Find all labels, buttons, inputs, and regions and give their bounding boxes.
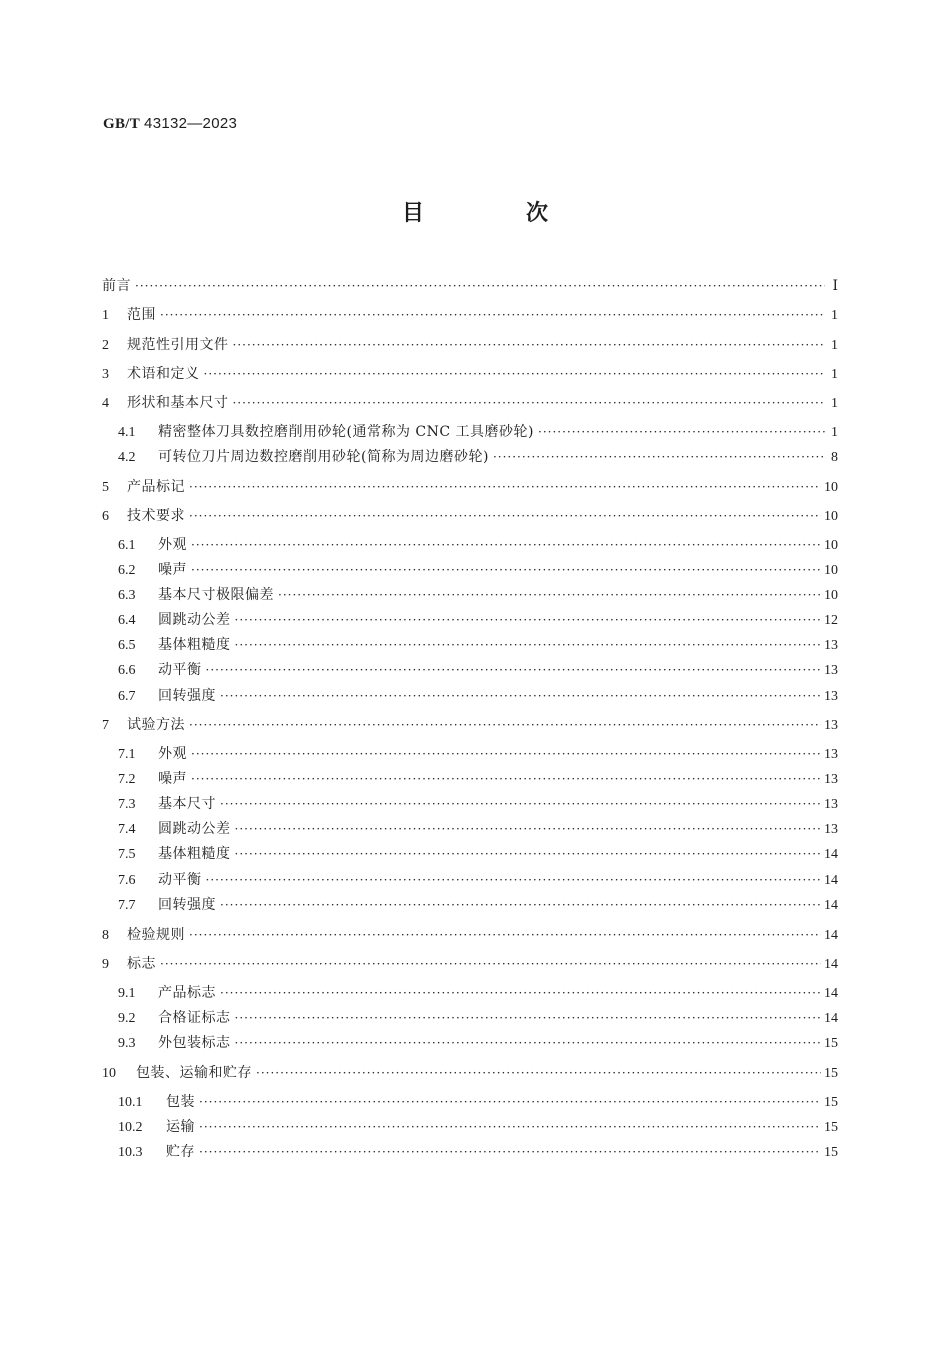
toc-leader-dots bbox=[493, 447, 825, 467]
toc-entry-title: 精密整体刀具数控磨削用砂轮(通常称为 CNC 工具磨砂轮) bbox=[158, 424, 534, 440]
toc-entry bbox=[118, 660, 838, 680]
toc-entry bbox=[118, 686, 838, 706]
page-title: 目 次 bbox=[401, 201, 588, 226]
toc-entry-page: 15 bbox=[824, 1066, 838, 1081]
toc-entry-number: 6.4 bbox=[118, 613, 136, 628]
toc-entry bbox=[118, 794, 838, 814]
toc-entry bbox=[102, 305, 838, 325]
toc-entry bbox=[102, 954, 838, 974]
toc-entry-title: 基体粗糙度 bbox=[158, 846, 231, 862]
toc-entry-page: 13 bbox=[824, 822, 838, 837]
toc-entry bbox=[118, 1008, 838, 1028]
toc-leader-dots bbox=[220, 686, 821, 706]
toc-entry bbox=[118, 610, 838, 630]
toc-leader-dots bbox=[189, 925, 821, 945]
toc-entry-page: 13 bbox=[824, 689, 838, 704]
toc-entry bbox=[118, 819, 838, 839]
toc-entry bbox=[118, 1117, 838, 1137]
toc-entry-title: 噪声 bbox=[158, 562, 187, 578]
toc-entry-number: 5 bbox=[102, 480, 109, 495]
toc-entry-title: 前言 bbox=[102, 278, 131, 294]
toc-entry bbox=[102, 1063, 838, 1083]
toc-entry-page: 13 bbox=[824, 747, 838, 762]
toc-entry-page: 1 bbox=[831, 308, 838, 323]
toc-entry-title: 外包装标志 bbox=[158, 1035, 231, 1051]
toc-leader-dots bbox=[233, 335, 826, 355]
toc-leader-dots bbox=[235, 1008, 822, 1028]
toc-entry bbox=[118, 1033, 838, 1053]
toc-entry bbox=[118, 983, 838, 1003]
toc-entry-number: 10 bbox=[102, 1066, 116, 1081]
toc-entry bbox=[118, 844, 838, 864]
toc-entry-page: 13 bbox=[824, 663, 838, 678]
toc-leader-dots bbox=[191, 560, 821, 580]
toc-entry-page: 15 bbox=[824, 1145, 838, 1160]
toc-entry-title: 贮存 bbox=[166, 1144, 195, 1160]
toc-leader-dots bbox=[199, 1092, 821, 1112]
toc-entry-number: 10.3 bbox=[118, 1145, 143, 1160]
toc-entry-number: 6.2 bbox=[118, 563, 136, 578]
toc-leader-dots bbox=[256, 1063, 821, 1083]
toc-entry bbox=[118, 744, 838, 764]
toc-entry-title: 形状和基本尺寸 bbox=[127, 395, 229, 411]
toc-entry-title: 动平衡 bbox=[158, 872, 202, 888]
toc-entry-page: Ⅰ bbox=[832, 279, 838, 294]
toc-entry bbox=[118, 769, 838, 789]
toc-entry-page: 10 bbox=[824, 538, 838, 553]
toc-entry-number: 10.1 bbox=[118, 1095, 143, 1110]
toc-leader-dots bbox=[160, 954, 821, 974]
toc-entry-page: 10 bbox=[824, 588, 838, 603]
toc-entry bbox=[102, 276, 838, 296]
toc-entry-title: 圆跳动公差 bbox=[158, 612, 231, 628]
standard-number: 43132—2023 bbox=[144, 115, 238, 132]
toc-entry-title: 回转强度 bbox=[158, 897, 216, 913]
toc-entry bbox=[102, 715, 838, 735]
toc-entry-page: 14 bbox=[824, 847, 838, 862]
toc-entry bbox=[118, 422, 838, 442]
standard-code bbox=[103, 115, 237, 133]
toc-entry bbox=[118, 870, 838, 890]
toc-entry bbox=[102, 925, 838, 945]
toc-leader-dots bbox=[189, 506, 821, 526]
toc-entry-title: 产品标记 bbox=[127, 479, 185, 495]
toc-entry-number: 4.1 bbox=[118, 425, 136, 440]
toc-entry-title: 包装、运输和贮存 bbox=[136, 1065, 252, 1081]
toc-entry-title: 基体粗糙度 bbox=[158, 637, 231, 653]
toc-entry-number: 6.6 bbox=[118, 663, 136, 678]
toc-entry-title: 基本尺寸极限偏差 bbox=[158, 587, 274, 603]
toc-entry-number: 7.6 bbox=[118, 873, 136, 888]
toc-entry-title: 合格证标志 bbox=[158, 1010, 231, 1026]
toc-entry bbox=[102, 335, 838, 355]
toc-entry-page: 10 bbox=[824, 563, 838, 578]
toc-entry-page: 14 bbox=[824, 873, 838, 888]
toc-entry-page: 15 bbox=[824, 1036, 838, 1051]
toc-entry-number: 6.3 bbox=[118, 588, 136, 603]
toc-leader-dots bbox=[220, 983, 821, 1003]
toc-entry-number: 2 bbox=[102, 338, 109, 353]
toc-entry-title: 范围 bbox=[127, 307, 156, 323]
toc-entry-page: 15 bbox=[824, 1095, 838, 1110]
toc-entry-number: 9 bbox=[102, 957, 109, 972]
toc-leader-dots bbox=[220, 895, 821, 915]
toc-entry-number: 10.2 bbox=[118, 1120, 143, 1135]
toc-entry-title: 运输 bbox=[166, 1119, 195, 1135]
toc-entry bbox=[118, 585, 838, 605]
toc-entry-title: 产品标志 bbox=[158, 985, 216, 1001]
toc-leader-dots bbox=[191, 535, 821, 555]
toc-entry-number: 4 bbox=[102, 396, 109, 411]
toc-entry-title: 外观 bbox=[158, 746, 187, 762]
toc-entry-page: 14 bbox=[824, 957, 838, 972]
toc-entry-title: 外观 bbox=[158, 537, 187, 553]
toc-entry-number: 3 bbox=[102, 367, 109, 382]
toc-leader-dots bbox=[233, 393, 826, 413]
toc-leader-dots bbox=[160, 305, 825, 325]
toc-leader-dots bbox=[220, 794, 821, 814]
toc-entry-number: 7.3 bbox=[118, 797, 136, 812]
toc-entry-number: 9.2 bbox=[118, 1011, 136, 1026]
toc-entry-page: 1 bbox=[831, 425, 838, 440]
toc-leader-dots bbox=[191, 769, 821, 789]
toc-entry-page: 1 bbox=[831, 396, 838, 411]
toc-entry-number: 6.7 bbox=[118, 689, 136, 704]
toc-entry-title: 检验规则 bbox=[127, 927, 185, 943]
toc-entry-title: 回转强度 bbox=[158, 688, 216, 704]
toc-entry-page: 14 bbox=[824, 928, 838, 943]
toc-entry-page: 15 bbox=[824, 1120, 838, 1135]
toc-leader-dots bbox=[199, 1117, 821, 1137]
toc-entry-number: 6.5 bbox=[118, 638, 136, 653]
toc-entry-page: 8 bbox=[831, 450, 838, 465]
toc-leader-dots bbox=[191, 744, 821, 764]
toc-entry-page: 1 bbox=[831, 338, 838, 353]
toc-entry-number: 7 bbox=[102, 718, 109, 733]
toc-entry-page: 1 bbox=[831, 367, 838, 382]
toc-entry-number: 7.1 bbox=[118, 747, 136, 762]
toc-entry-title: 包装 bbox=[166, 1094, 195, 1110]
toc-leader-dots bbox=[278, 585, 821, 605]
toc-entry-number: 4.2 bbox=[118, 450, 136, 465]
toc-leader-dots bbox=[135, 276, 825, 296]
toc-leader-dots bbox=[235, 1033, 822, 1053]
toc-entry bbox=[102, 477, 838, 497]
toc-entry-number: 6 bbox=[102, 509, 109, 524]
toc-entry-number: 6.1 bbox=[118, 538, 136, 553]
toc-entry-title: 规范性引用文件 bbox=[127, 337, 229, 353]
toc-entry-title: 基本尺寸 bbox=[158, 796, 216, 812]
toc-entry bbox=[102, 364, 838, 384]
toc-leader-dots bbox=[189, 715, 821, 735]
toc-entry-number: 1 bbox=[102, 308, 109, 323]
toc-entry-page: 14 bbox=[824, 1011, 838, 1026]
toc-entry-page: 13 bbox=[824, 638, 838, 653]
toc-leader-dots bbox=[538, 422, 825, 442]
toc-leader-dots bbox=[199, 1142, 821, 1162]
toc-leader-dots bbox=[206, 660, 822, 680]
toc-entry bbox=[118, 1092, 838, 1112]
toc-entry bbox=[102, 393, 838, 413]
toc-entry-title: 可转位刀片周边数控磨削用砂轮(简称为周边磨砂轮) bbox=[158, 449, 489, 465]
toc-entry-page: 10 bbox=[824, 509, 838, 524]
toc-entry bbox=[118, 447, 838, 467]
toc-entry-page: 14 bbox=[824, 986, 838, 1001]
toc-entry bbox=[118, 635, 838, 655]
toc-entry bbox=[118, 535, 838, 555]
toc-entry bbox=[118, 560, 838, 580]
toc-leader-dots bbox=[235, 635, 822, 655]
toc-entry-title: 标志 bbox=[127, 956, 156, 972]
toc-entry-number: 8 bbox=[102, 928, 109, 943]
toc-entry-page: 13 bbox=[824, 718, 838, 733]
toc-entry-page: 12 bbox=[824, 613, 838, 628]
toc-entry-page: 14 bbox=[824, 898, 838, 913]
toc-entry bbox=[102, 506, 838, 526]
toc-leader-dots bbox=[235, 819, 822, 839]
toc-entry bbox=[118, 1142, 838, 1162]
toc-entry-title: 技术要求 bbox=[127, 508, 185, 524]
toc-entry bbox=[118, 895, 838, 915]
toc-entry-page: 13 bbox=[824, 772, 838, 787]
toc-leader-dots bbox=[235, 844, 822, 864]
toc-entry-number: 9.3 bbox=[118, 1036, 136, 1051]
toc-leader-dots bbox=[206, 870, 822, 890]
toc-entry-number: 7.4 bbox=[118, 822, 136, 837]
toc-leader-dots bbox=[189, 477, 821, 497]
toc-entry-title: 圆跳动公差 bbox=[158, 821, 231, 837]
standard-prefix: GB/T bbox=[103, 116, 141, 132]
toc-entry-title: 动平衡 bbox=[158, 662, 202, 678]
toc-leader-dots bbox=[204, 364, 826, 384]
toc-entry-title: 试验方法 bbox=[127, 717, 185, 733]
toc-leader-dots bbox=[235, 610, 822, 630]
toc-entry-title: 噪声 bbox=[158, 771, 187, 787]
toc-entry-page: 10 bbox=[824, 480, 838, 495]
toc-entry-title: 术语和定义 bbox=[127, 366, 200, 382]
toc-entry-page: 13 bbox=[824, 797, 838, 812]
toc-entry-number: 9.1 bbox=[118, 986, 136, 1001]
toc-entry-number: 7.5 bbox=[118, 847, 136, 862]
toc-entry-number: 7.2 bbox=[118, 772, 136, 787]
toc-entry-number: 7.7 bbox=[118, 898, 136, 913]
